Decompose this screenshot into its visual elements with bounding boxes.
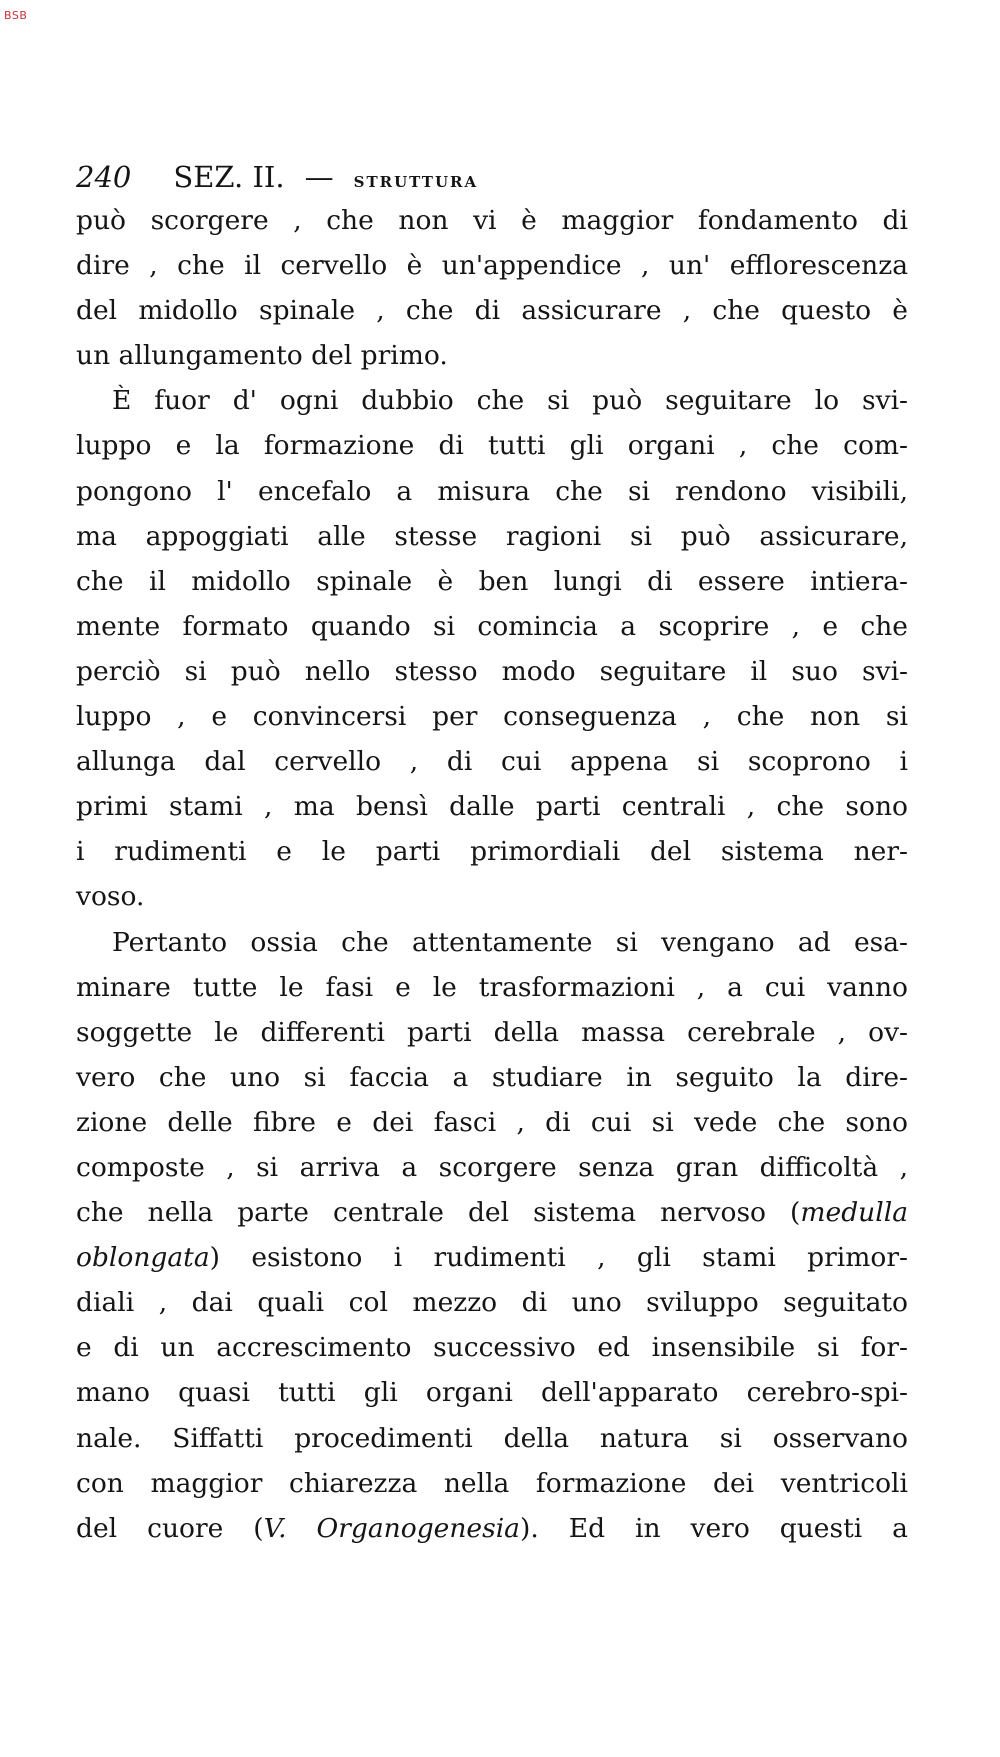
text-line: i rudimenti e le parti primordiali del sistema ner- [76,836,908,868]
text-line: nale. Siffatti procedimenti della natura si osservano [76,1422,908,1454]
page-number: 240 [76,160,132,194]
text-line: È fuor d' ogni dubbio che si può seguitare lo svi- [112,385,908,417]
text-line: mano quasi tutti gli organi dell'apparato cerebro-spi- [76,1377,908,1409]
paragraph [76,920,908,1551]
text-segment: ). Ed in vero questi a [519,1512,908,1544]
text-line: minare tutte le fasi e le trasformazioni , a cui vanno [76,971,908,1003]
text-line: vero che uno si faccia a studiare in seguito la dire- [76,1061,908,1093]
running-title: STRUTTURA [353,173,479,191]
text-segment: che nella parte centrale del sistema nervoso ( [76,1197,801,1229]
text-line: ma appoggiati alle stesse ragioni si può assicurare, [76,520,908,552]
text-line: del midollo spinale , che di assicurare , che questo è [76,295,908,327]
text-line: voso. [76,881,145,913]
text-line [76,1190,908,1235]
paragraph [76,378,908,919]
text-line [76,1506,908,1551]
text-line: con maggior chiarezza nella formazione dei ventricoli [76,1467,908,1499]
text-line: e di un accrescimento successivo ed insensibile si for- [76,1332,908,1364]
text-line: zione delle fibre e dei fasci , di cui si vede che sono [76,1106,908,1138]
text-line: allunga dal cervello , di cui appena si scoprono i [76,746,908,778]
text-line: che il midollo spinale è ben lungi di essere intiera- [76,565,908,597]
text-segment: del cuore ( [76,1512,264,1544]
text-line: pongono l' encefalo a misura che si rendono visibili, [76,475,908,507]
text-line: soggette le differenti parti della massa cerebrale , ov- [76,1016,908,1048]
text-line: luppo e la formazione di tutti gli organi , che com- [76,430,908,462]
text-line: mente formato quando si comincia a scoprire , e che [76,610,908,642]
text-segment: ) esistono i rudimenti , gli stami primor- [209,1242,908,1274]
text-line [76,1235,908,1280]
library-watermark: BSB [4,9,28,22]
text-line: composte , si arriva a scorgere senza gran difficoltà , [76,1151,908,1183]
text-line: luppo , e convincersi per conseguenza , che non si [76,701,908,733]
text-line: un allungamento del primo. [76,340,448,372]
text-line: diali , dai quali col mezzo di uno sviluppo seguitato [76,1287,908,1319]
header-dash: — [304,160,334,194]
text-line: perciò si può nello stesso modo seguitare il suo svi- [76,655,908,687]
page-body [76,198,908,1551]
text-line: Pertanto ossia che attentamente si vengano ad esa- [112,926,908,958]
cross-reference: V. Organogenesia [263,1512,520,1544]
italic-term: medulla [800,1197,908,1229]
paragraph [76,198,908,378]
italic-term: oblongata [76,1242,210,1274]
section-label: SEZ. II. [173,160,285,194]
text-line: dire , che il cervello è un'appendice , un' efflorescenza [76,250,908,282]
text-line: può scorgere , che non vi è maggior fondamento di [76,205,908,236]
text-line: primi stami , ma bensì dalle parti centrali , che sono [76,791,908,823]
